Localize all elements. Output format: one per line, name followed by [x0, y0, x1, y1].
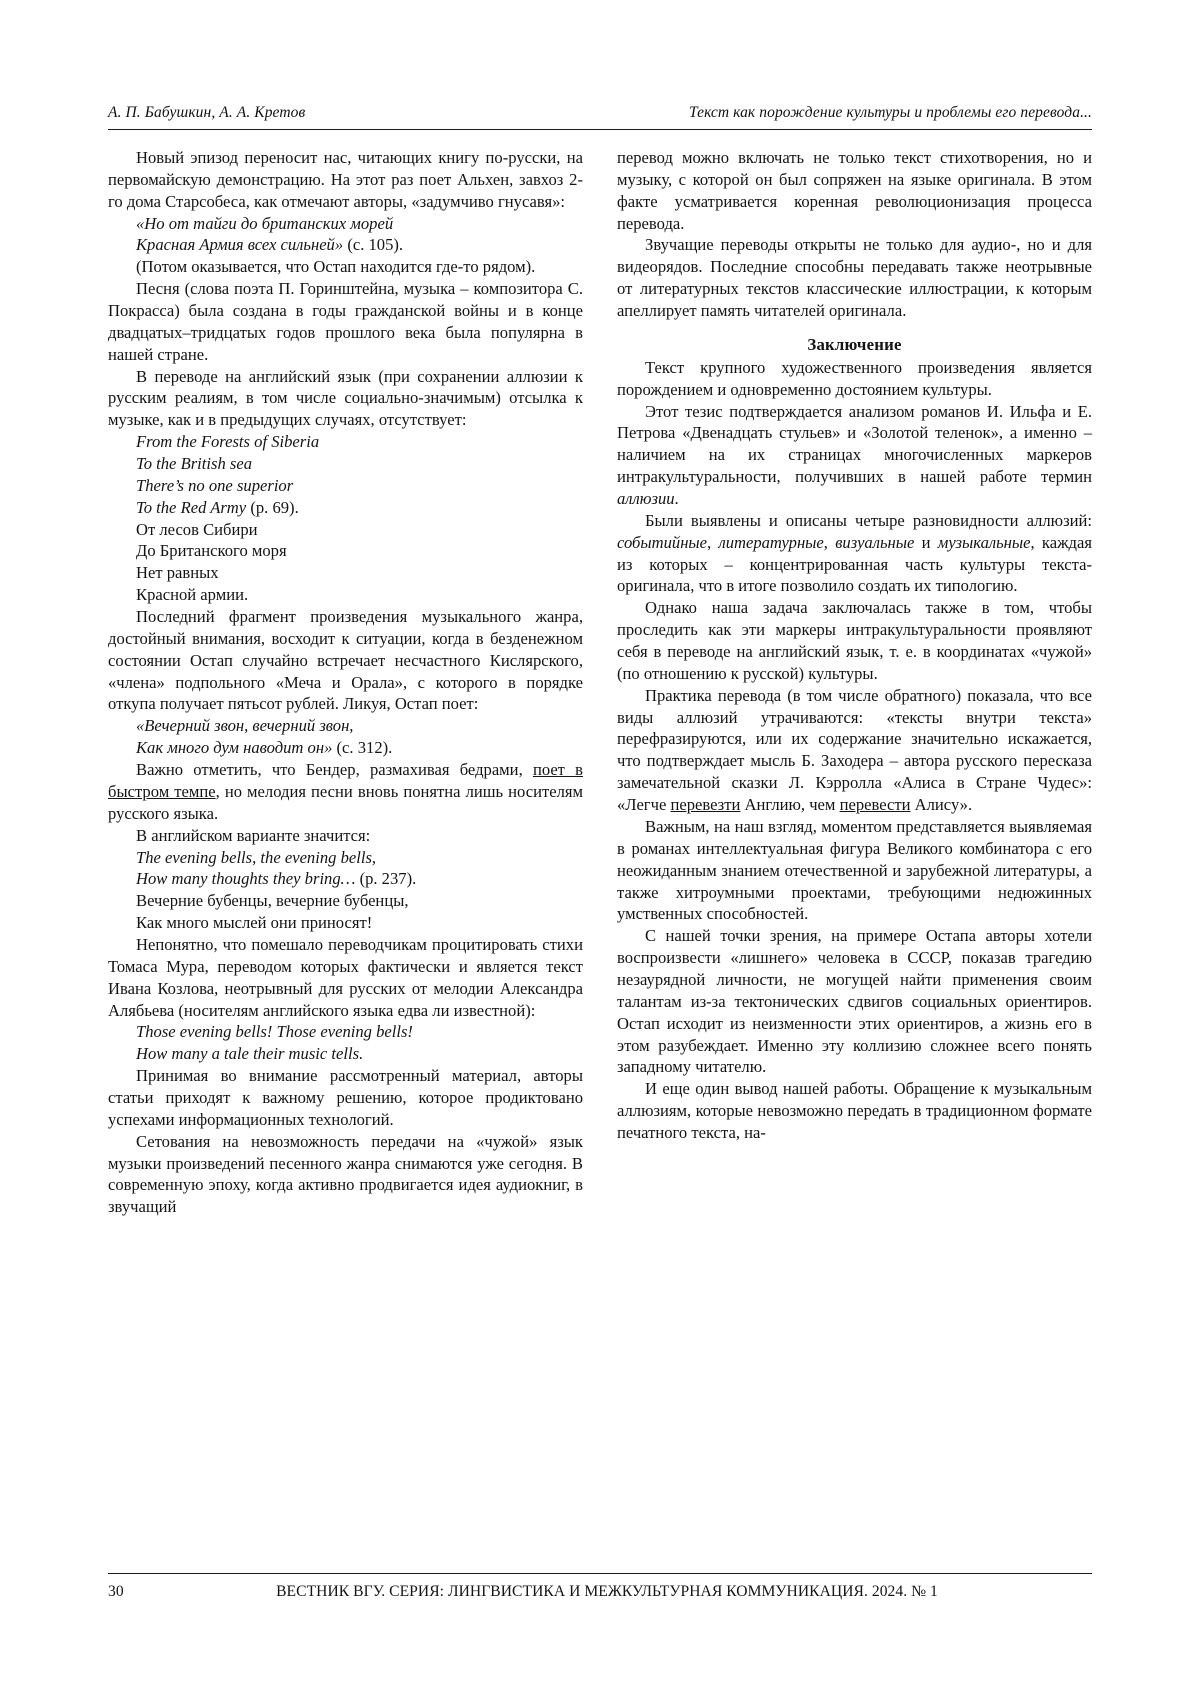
paragraph: Непонятно, что помешало переводчикам процитировать стихи Томаса Мура, переводом которых фактически и является текст Ивана Козлова, неотрывный для русских от мелодии Александра Алябьева (носителям английского языка едва ли известной):: [108, 934, 583, 1020]
verse-line: Those evening bells! Those evening bells!: [136, 1022, 413, 1042]
page-footer: [108, 1573, 1092, 1601]
paragraph: Однако наша задача заключалась также в том, чтобы проследить как эти маркеры интракультуральности проявляют себя в переводе на английский язык, т. е. в координатах «чужой» (по отношению к русской) культуры.: [617, 598, 1092, 683]
paragraph: Текст крупного художественного произведения является порождением и одновременно достоянием культуры.: [617, 357, 1092, 399]
verse-reference: (с. 105).: [347, 235, 404, 255]
underlined-word-perevezti: перевезти: [670, 795, 741, 815]
running-head-title: Текст как порождение культуры и проблемы его перевода...: [688, 104, 1092, 121]
paragraph-continued: перевод можно включать не только текст стихотворения, но и музыку, с которой он был сопряжен на языке оригинала. В этом факте усматривается коренная революционизация процесса перевода.: [617, 148, 1092, 233]
verse-reference: (p. 237).: [359, 869, 417, 889]
verse-reference: (p. 69).: [250, 497, 299, 517]
paragraph: С нашей точки зрения, на примере Остапа авторы хотели воспроизвести «лишнего» человека в СССР, показав трагедию незаурядной личности, не могущей найти применения своим талантам из-за тектонических сдвигов социальных ориентиров. Остап исходит из неизменности этих ориентиров, а жизнь его в этом разубеждает. Именно эту коллизию сложнее всего понять западному читателю.: [617, 926, 1092, 1077]
verse-reference: (с. 312).: [336, 738, 393, 758]
header-divider: [108, 129, 1092, 130]
verse-line: The evening bells, the evening bells,: [136, 847, 377, 867]
allusion-type-visual: визуальные: [835, 532, 915, 552]
verse-line: Вечерние бубенцы, вечерние бубенцы,: [136, 891, 409, 911]
verse-italic-part: How many thoughts they bring…: [136, 869, 356, 889]
verse-italic-part: Как много дум наводит он»: [136, 738, 333, 758]
paragraph: Песня (слова поэта П. Горинштейна, музыка – композитора С. Покрасса) была создана в годы гражданской войны и в конце двадцатых–тридцатых годов прошлого века была популярна в нашей стране.: [108, 279, 583, 364]
paragraph: Важным, на наш взгляд, моментом представляется выявляемая в романах интеллектуальная фигура Великого комбинатора с его неожиданным знанием отечественной и зарубежной литературы, а также хитроумными проектами, требующими недюжинных умственных способностей.: [617, 816, 1092, 924]
paragraph: Новый эпизод переносит нас, читающих книгу по-русски, на первомайскую демонстрацию. На этот раз поет Альхен, завхоз 2-го дома Старсобеса, как отмечают авторы, «задумчиво гнусавя»:: [108, 148, 583, 211]
paragraph: Последний фрагмент произведения музыкального жанра, достойный внимания, восходит к ситуации, когда в безденежном состоянии Остап случайно встречает несчастного Кислярского, «члена» подпольного «Меча и Орала», с которого в порядке откупа получает пятьсот рублей. Ликуя, Остап поет:: [108, 607, 583, 714]
paragraph: (Потом оказывается, что Остап находится где-то рядом).: [136, 257, 536, 277]
paragraph: Практика перевода (в том числе обратного) показала, что все виды аллюзий утрачиваются: «тексты внутри текста» перефразируются, или их содержание значительно искажается, что подтверждает мысль Б. Заходера – автора русского пересказа замечательной сказки Л. Кэрролла «Алиса в Стране Чудес»: «Легче перевезти Англию, чем перевести Алису».: [617, 685, 1092, 815]
verse-line: How many a tale their music tells.: [136, 1044, 364, 1064]
journal-citation: ВЕСТНИК ВГУ. СЕРИЯ: ЛИНГВИСТИКА И МЕЖКУЛЬТУРНАЯ КОММУНИКАЦИЯ. 2024. № 1: [276, 1583, 938, 1600]
right-column: [617, 147, 1092, 1144]
verse-italic-part: Красная Армия всех сильней»: [136, 235, 344, 255]
page-number: 30: [108, 1583, 124, 1600]
verse-line: До Британского моря: [136, 541, 287, 561]
paragraph: Этот тезис подтверждается анализом романов И. Ильфа и Е. Петрова «Двенадцать стульев» и «Золотой теленок», а именно – наличием на их страницах многочисленных маркеров интракультуральности, получивших в нашей работе термин аллюзии.: [617, 401, 1092, 509]
allusion-type-literary: литературные: [718, 532, 824, 552]
underlined-phrase: поет в быстром темпе: [108, 760, 583, 801]
paragraph: Звучащие переводы открыты не только для аудио-, но и для видеорядов. Последние способны передавать также неотрывные от литературных текстов классические иллюстрации, к которым апеллирует память читателей оригинала.: [617, 235, 1092, 321]
allusion-type-event: событийные: [617, 532, 708, 552]
verse-line: Нет равных: [136, 563, 219, 583]
verse-line: «Но от тайги до британских морей: [136, 213, 394, 233]
verse-line: There’s no one superior: [136, 475, 294, 495]
verse-line: От лесов Сибири: [136, 519, 258, 539]
verse-italic-part: To the Red Army: [136, 497, 247, 517]
running-head: [108, 104, 1092, 129]
verse-line: Как много мыслей они приносят!: [136, 913, 373, 933]
left-column: [108, 147, 583, 1218]
underlined-word-perevesti: перевести: [839, 795, 911, 815]
verse-line: «Вечерний звон, вечерний звон,: [136, 716, 354, 736]
footer-divider: [108, 1573, 1092, 1574]
paragraph: Важно отметить, что Бендер, размахивая бедрами, поет в быстром темпе, но мелодия песни вновь понятна лишь носителям русского языка.: [108, 760, 583, 823]
paragraph: Были выявлены и описаны четыре разновидности аллюзий: событийные, литературные, визуальные и музыкальные, каждая из которых – концентрированная часть культуры текста-оригинала, что в итоге позволило создать их типологию.: [617, 510, 1092, 596]
running-head-authors: А. П. Бабушкин, А. А. Кретов: [108, 104, 306, 121]
verse-line: [108, 497, 583, 519]
paragraph: В английском варианте значится:: [136, 825, 371, 845]
verse-line: From the Forests of Siberia: [136, 432, 320, 452]
article-columns: [108, 147, 1092, 1218]
verse-line: To the British sea: [136, 454, 253, 474]
section-heading: Заключение: [807, 334, 902, 354]
paragraph: В переводе на английский язык (при сохранении аллюзии к русским реалиям, в том числе социально-значимым) отсылка к музыке, как и в предыдущих случаях, отсутствует:: [108, 366, 583, 430]
verse-line: [108, 737, 583, 759]
verse-line: [108, 234, 583, 256]
verse-line: [108, 868, 583, 890]
verse-line: Красной армии.: [136, 585, 249, 605]
paragraph: Сетования на невозможность передачи на «чужой» язык музыки произведений песенного жанра снимаются уже сегодня. В современную эпоху, когда активно продвигается идея аудиокниг, в звучащий: [108, 1131, 583, 1217]
paragraph: Принимая во внимание рассмотренный материал, авторы статьи приходят к важному решению, которое продиктовано успехами информационных технологий.: [108, 1066, 583, 1129]
paragraph: И еще один вывод нашей работы. Обращение к музыкальным аллюзиям, которые невозможно передать в традиционном формате печатного текста, на-: [617, 1079, 1092, 1142]
allusion-type-musical: музыкальные: [937, 532, 1031, 552]
term-allusion: аллюзии: [617, 489, 675, 509]
